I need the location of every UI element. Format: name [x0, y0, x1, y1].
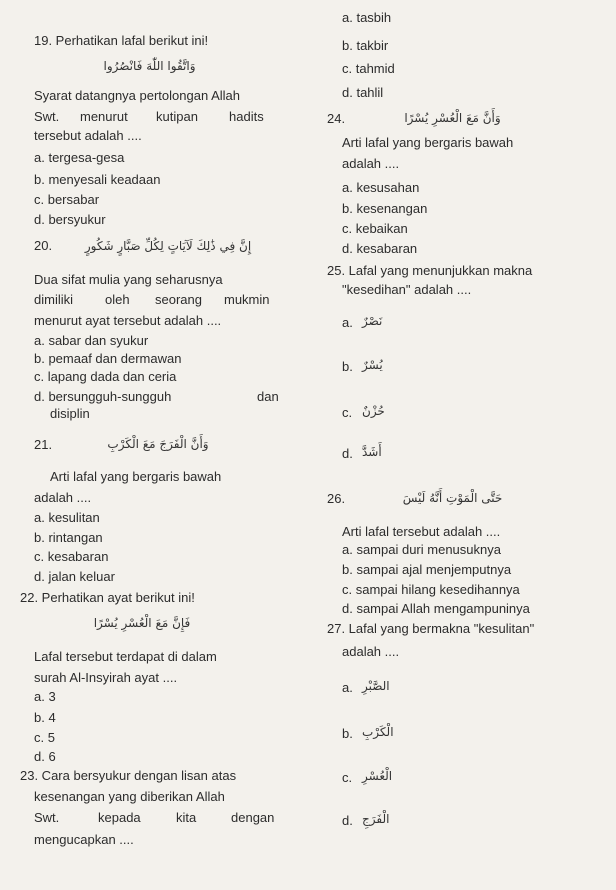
q25-option-b-letter[interactable]: b. [342, 359, 353, 374]
q24-option-c[interactable]: c. kebaikan [342, 221, 408, 236]
q20-arabic: إِنَّ فِي ذَٰلِكَ لَآيَاتٍ لِكُلِّ صَبَّارٍ شَكُورٍ [84, 239, 252, 253]
q25-option-d-letter[interactable]: d. [342, 446, 353, 461]
q24-option-a[interactable]: a. kesusahan [342, 180, 420, 195]
q19-line2d: hadits [229, 109, 264, 124]
q22-line2: surah Al-Insyirah ayat .... [34, 670, 178, 685]
q20-option-c[interactable]: c. lapang dada dan ceria [34, 369, 177, 384]
q22-line1: Lafal tersebut terdapat di dalam [34, 649, 217, 664]
q21-arabic: وَأَنَّ الْفَرَجَ مَعَ الْكَرْبِ [107, 437, 209, 451]
q24-line1: Arti lafal yang bergaris bawah [342, 135, 514, 150]
q24-option-d[interactable]: d. kesabaran [342, 241, 418, 256]
q21-option-a[interactable]: a. kesulitan [34, 510, 100, 525]
q27-option-d-arabic[interactable]: الْفَرَجِ [362, 812, 390, 826]
q23-line1: 23. Cara bersyukur dengan lisan atas [20, 768, 237, 783]
q21-line2: adalah .... [34, 490, 92, 505]
q24-line2: adalah .... [342, 156, 400, 171]
q21-number: 21. [34, 437, 53, 452]
q26-option-a[interactable]: a. sampai duri menusuknya [342, 542, 501, 557]
q22-prompt: 22. Perhatikan ayat berikut ini! [20, 590, 195, 605]
q20-line2d: mukmin [224, 292, 270, 307]
q20-line2c: seorang [155, 292, 202, 307]
q27-option-a-arabic[interactable]: الصَّبْرِ [362, 679, 390, 693]
q25-option-c-arabic[interactable]: حُزْنٌ [362, 404, 385, 418]
q19-line1: Syarat datangnya pertolongan Allah [34, 88, 240, 103]
q23-line4: mengucapkan .... [34, 832, 134, 847]
q23-line3c: kita [176, 810, 197, 825]
q20-line3: menurut ayat tersebut adalah .... [34, 313, 222, 328]
q22-arabic: فَإِنَّ مَعَ الْعُسْرِ يُسْرًا [93, 616, 191, 630]
q19-option-right-c[interactable]: c. tahmid [342, 61, 395, 76]
q23-line3b: kepada [98, 810, 141, 825]
q20-line1: Dua sifat mulia yang seharusnya [34, 272, 223, 287]
q27-option-b-letter[interactable]: b. [342, 726, 353, 741]
q20-option-d[interactable]: d. bersungguh-sungguh [34, 389, 172, 404]
q27-line1: 27. Lafal yang bermakna "kesulitan" [327, 621, 535, 636]
q19-line2b: menurut [80, 109, 128, 124]
q20-option-b[interactable]: b. pemaaf dan dermawan [34, 351, 182, 366]
q25-option-a-letter[interactable]: a. [342, 315, 353, 330]
q22-option-b[interactable]: b. 4 [34, 710, 56, 725]
q26-arabic: حَتَّى الْمَوْتِ أَنَّهُ لَيْسَ [402, 491, 503, 505]
q19-option-b[interactable]: b. menyesali keadaan [34, 172, 161, 187]
q25-option-c-letter[interactable]: c. [342, 405, 353, 420]
q27-line2: adalah .... [342, 644, 400, 659]
q20-number: 20. [34, 238, 53, 253]
q24-option-b[interactable]: b. kesenangan [342, 201, 428, 216]
q19-prompt: 19. Perhatikan lafal berikut ini! [34, 33, 209, 48]
q22-option-c[interactable]: c. 5 [34, 730, 55, 745]
q19-option-c[interactable]: c. bersabar [34, 192, 100, 207]
q19-arabic: وَاتَّقُوا اللّٰهَ فَانْصُرُوا [103, 59, 196, 73]
q19-option-d[interactable]: d. bersyukur [34, 212, 106, 227]
q19-line2a: Swt. [34, 109, 60, 124]
q20-option-a[interactable]: a. sabar dan syukur [34, 333, 149, 348]
q21-option-c[interactable]: c. kesabaran [34, 549, 109, 564]
q20-line2b: oleh [105, 292, 130, 307]
q21-option-d[interactable]: d. jalan keluar [34, 569, 115, 584]
q21-option-b[interactable]: b. rintangan [34, 530, 103, 545]
q26-number: 26. [327, 491, 346, 506]
q24-arabic: وَأَنَّ مَعَ الْعُسْرِ يُسْرًا [404, 111, 501, 125]
q23-line2: kesenangan yang diberikan Allah [34, 789, 225, 804]
q25-line1: 25. Lafal yang menunjukkan makna [327, 263, 533, 278]
q27-option-b-arabic[interactable]: الْكَرْبِ [362, 725, 394, 739]
q25-option-b-arabic[interactable]: يُسْرٌ [362, 358, 383, 372]
q27-option-a-letter[interactable]: a. [342, 680, 353, 695]
q19-option-right-b[interactable]: b. takbir [342, 38, 389, 53]
q20-option-d-cont: disiplin [50, 406, 90, 421]
q26-line1: Arti lafal tersebut adalah .... [342, 524, 501, 539]
q19-option-a[interactable]: a. tergesa-gesa [34, 150, 125, 165]
q19-option-right-d[interactable]: d. tahlil [342, 85, 384, 100]
q19-line2c: kutipan [156, 109, 198, 124]
q26-option-b[interactable]: b. sampai ajal menjemputnya [342, 562, 512, 577]
q21-line1: Arti lafal yang bergaris bawah [50, 469, 222, 484]
q25-option-d-arabic[interactable]: أَشَدَّ [362, 445, 382, 459]
q26-option-d[interactable]: d. sampai Allah mengampuninya [342, 601, 530, 616]
q20-line2a: dimiliki [34, 292, 73, 307]
q22-option-d[interactable]: d. 6 [34, 749, 56, 764]
q20-option-d-dan: dan [257, 389, 279, 404]
q25-option-a-arabic[interactable]: نَصْرٌ [362, 314, 383, 328]
q27-option-c-arabic[interactable]: الْعُسْرِ [362, 769, 393, 783]
q19-option-right-a[interactable]: a. tasbih [342, 10, 392, 25]
q27-option-c-letter[interactable]: c. [342, 770, 353, 785]
q26-option-c[interactable]: c. sampai hilang kesedihannya [342, 582, 520, 597]
q23-line3d: dengan [231, 810, 275, 825]
q25-line2: "kesedihan" adalah .... [342, 282, 472, 297]
q23-line3a: Swt. [34, 810, 60, 825]
q27-option-d-letter[interactable]: d. [342, 813, 353, 828]
q24-number: 24. [327, 111, 346, 126]
q19-line3: tersebut adalah .... [34, 128, 142, 143]
q22-option-a[interactable]: a. 3 [34, 689, 56, 704]
